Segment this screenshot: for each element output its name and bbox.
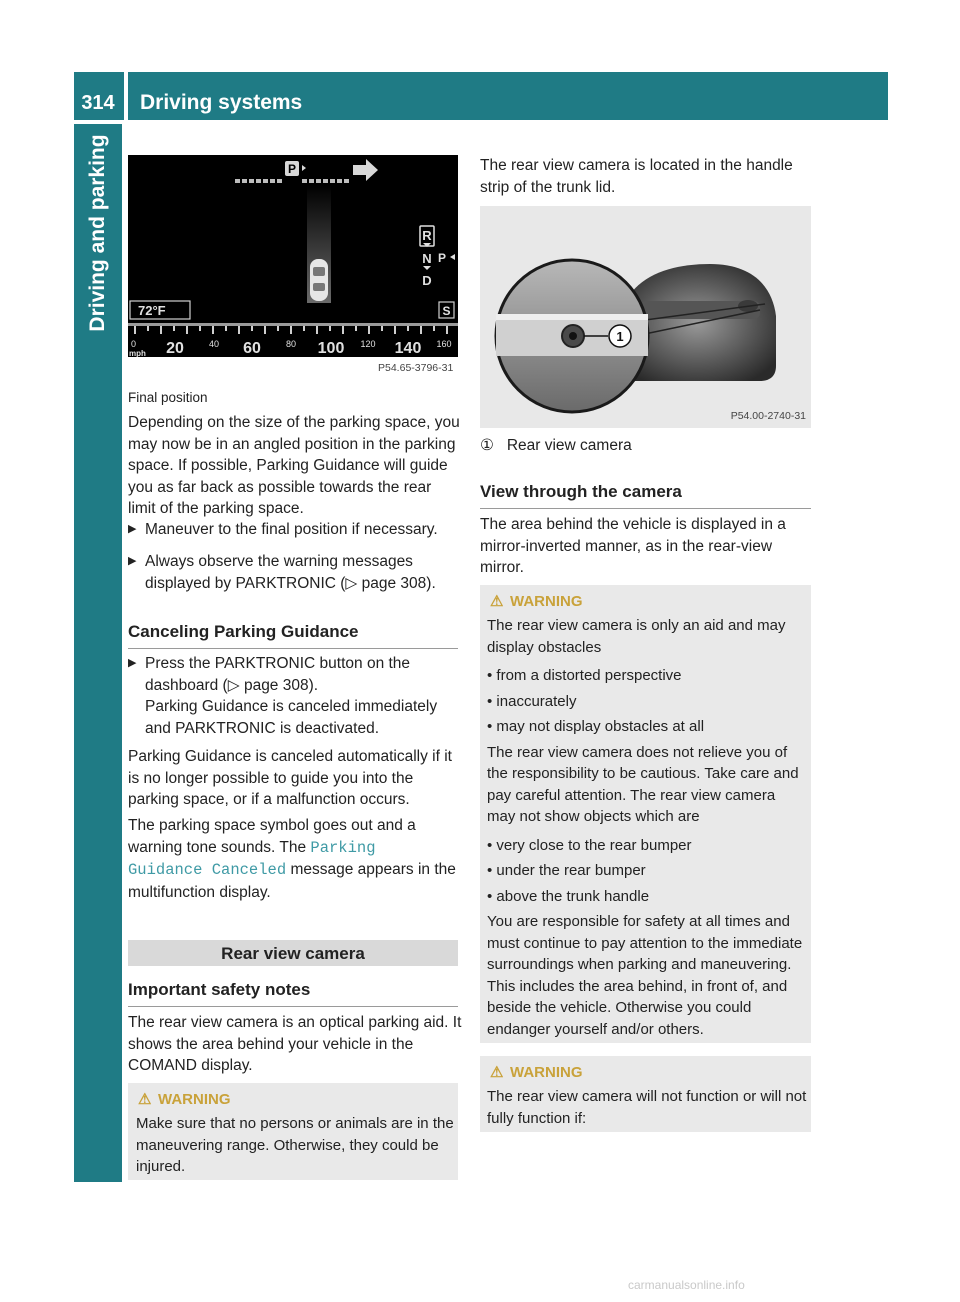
bullet-item: • from a distorted perspective (487, 667, 682, 684)
step-arrow-icon: ▶ (128, 555, 137, 567)
warning-box-function (480, 1056, 811, 1132)
rear-camera-photo (480, 206, 811, 428)
speed-scale-bar (128, 323, 458, 326)
warning-icon: ⚠ (490, 593, 504, 610)
camera-lens-center (569, 332, 577, 340)
header-divider (124, 72, 128, 120)
step-arrow-icon: ▶ (128, 523, 137, 535)
speed-tick (394, 326, 396, 334)
paragraph-symbol-out: The parking space symbol goes out and a warning tone sounds. The Parking Guidance Canceled message appears in the multifunction display. (128, 817, 456, 901)
speed-tick (407, 326, 409, 331)
camera-illustration (480, 206, 811, 428)
speed-ticks (134, 326, 448, 334)
warning-text: The rear view camera will not function or will not fully function if: (487, 1088, 807, 1127)
speed-tick (251, 326, 253, 331)
sensor-segments-left (235, 179, 282, 183)
parking-symbol: P (287, 162, 297, 176)
step-arrow-icon: ▶ (128, 657, 137, 669)
dashboard-illustration (128, 155, 458, 357)
speed-unit: mph (129, 349, 146, 357)
warning-icon: ⚠ (138, 1091, 152, 1108)
bullet-item: • inaccurately (487, 692, 577, 710)
parking-symbol-arrow (302, 165, 306, 171)
legend-marker: ① (480, 437, 494, 454)
speed-tick (342, 326, 344, 334)
temperature-readout: 72°F (138, 303, 166, 318)
car-icon (310, 259, 328, 301)
speed-tick (225, 326, 227, 331)
speed-tick (381, 326, 383, 331)
gear-d: D (422, 273, 432, 288)
side-label: Driving and parking (86, 134, 109, 332)
heading-canceling: Canceling Parking Guidance (128, 621, 458, 649)
warning-title: WARNING (158, 1091, 231, 1108)
speed-tick (264, 326, 266, 334)
speed-tick (303, 326, 305, 331)
rear-view-camera-title: Rear view camera (221, 944, 365, 963)
speed-tick (355, 326, 357, 331)
dashboard-image-code: P54.65-3796-31 (378, 362, 454, 374)
speed-label-60: 60 (243, 340, 261, 357)
bullet-item: • very close to the rear bumper (487, 836, 692, 854)
s-symbol: S (442, 304, 451, 318)
speed-tick (290, 326, 292, 334)
gear-n: N (422, 251, 432, 266)
bullet-item: • above the trunk handle (487, 887, 650, 905)
speed-label-40: 40 (208, 339, 220, 349)
warning-box-persons (128, 1083, 458, 1180)
footer-watermark: carmanualsonline.info (628, 1278, 745, 1292)
warning-text: Make sure that no persons or animals are in the maneuvering range. Otherwise, they could be injured. (136, 1115, 454, 1175)
speed-tick (199, 326, 201, 331)
warning-icon: ⚠ (490, 1064, 504, 1081)
camera-legend (480, 435, 810, 457)
section-title: Driving systems (140, 91, 303, 114)
speed-label-100: 100 (317, 340, 345, 357)
legend-text: Rear view camera (506, 437, 632, 454)
heading-view-camera: View through the camera (480, 481, 811, 509)
gear-r: R (422, 228, 432, 243)
warning-box-camera-aid (480, 585, 811, 1043)
speed-tick (368, 326, 370, 334)
paragraph-camera-location: The rear view camera is located in the handle strip of the trunk lid. (480, 157, 793, 196)
paragraph-final-position: Depending on the size of the parking space, you may now be in an angled position in the parking space. If possible, Parking Guidance will guide you as far back as possible towards the rear limit of the parking space. (128, 414, 460, 517)
step-observe: ▶ Always observe the warning messages displayed by PARKTRONIC (▷ page 308). (128, 553, 436, 592)
step-press-button: ▶ Press the PARKTRONIC button on the dashboard (▷ page 308). Parking Guidance is canceled immediately and PARKTRONIC is deactivated. (128, 655, 438, 737)
bullet-item: • may not display obstacles at all (487, 718, 705, 735)
dashboard-display-image (128, 155, 458, 357)
paragraph-auto-cancel: Parking Guidance is canceled automatically if it is no longer possible to guide you into the parking space, or if a malfunction occurs. (128, 748, 452, 808)
gear-p: P (437, 251, 447, 265)
speed-tick (147, 326, 149, 331)
speed-tick (316, 326, 318, 334)
paragraph-mirror-inverted: The area behind the vehicle is displayed in a mirror-inverted manner, as in the rear-view mirror. (480, 516, 786, 576)
speed-tick (186, 326, 188, 334)
speed-tick (277, 326, 279, 331)
warning-title: WARNING (510, 1064, 583, 1081)
direction-arrow-icon (353, 159, 378, 181)
gear-n-arrow (423, 266, 431, 270)
image-caption: Final position (128, 390, 208, 405)
speed-tick (160, 326, 162, 334)
speed-tick (433, 326, 435, 331)
step-result: Parking Guidance is canceled immediately and PARKTRONIC is deactivated. (145, 698, 438, 737)
speed-tick (212, 326, 214, 334)
speed-tick (134, 326, 136, 334)
paragraph-optical-aid: The rear view camera is an optical parking aid. It shows the area behind your vehicle in the COMAND display. (128, 1014, 462, 1074)
camera-image-code: P54.00-2740-31 (730, 410, 806, 422)
speed-label-160: 160 (436, 339, 452, 349)
speed-tick (173, 326, 175, 331)
warning-content: The rear view camera is only an aid and may display obstacles • from a distorted perspective • inaccurately • may not display obstacles at all The rear view camera does not relieve you of the responsibility to be cautious. Take care and pay careful attention. The rear view camera may not show objects which are • very close to the rear bumper • under the rear bumper • above the trunk handle You are responsible for safety at all times and must continue to pay attention to the immediate surroundings when parking and maneuvering. This includes the area behind, in front of, and beside the vehicle. Otherwise you could endanger yourself and/or others. (487, 615, 807, 1040)
warning-title: WARNING (510, 593, 583, 610)
speed-label-120: 120 (360, 339, 376, 349)
page-number: 314 (81, 92, 115, 114)
speed-label-140: 140 (394, 340, 422, 357)
speed-label-80: 80 (285, 339, 297, 349)
gear-p-arrow (450, 254, 455, 260)
handle-strip-highlight (496, 314, 648, 320)
speed-tick (446, 326, 448, 334)
speed-tick (238, 326, 240, 334)
speed-tick (329, 326, 331, 331)
speed-label-20: 20 (166, 340, 184, 357)
heading-safety: Important safety notes (128, 979, 458, 1007)
step-maneuver: ▶ Maneuver to the final position if necessary. (128, 519, 461, 541)
sensor-segments-right (302, 179, 349, 183)
speed-label-0: 0 (131, 339, 137, 349)
speed-tick (420, 326, 422, 334)
callout-number: 1 (616, 329, 624, 344)
bullet-item: • under the rear bumper (487, 862, 646, 879)
